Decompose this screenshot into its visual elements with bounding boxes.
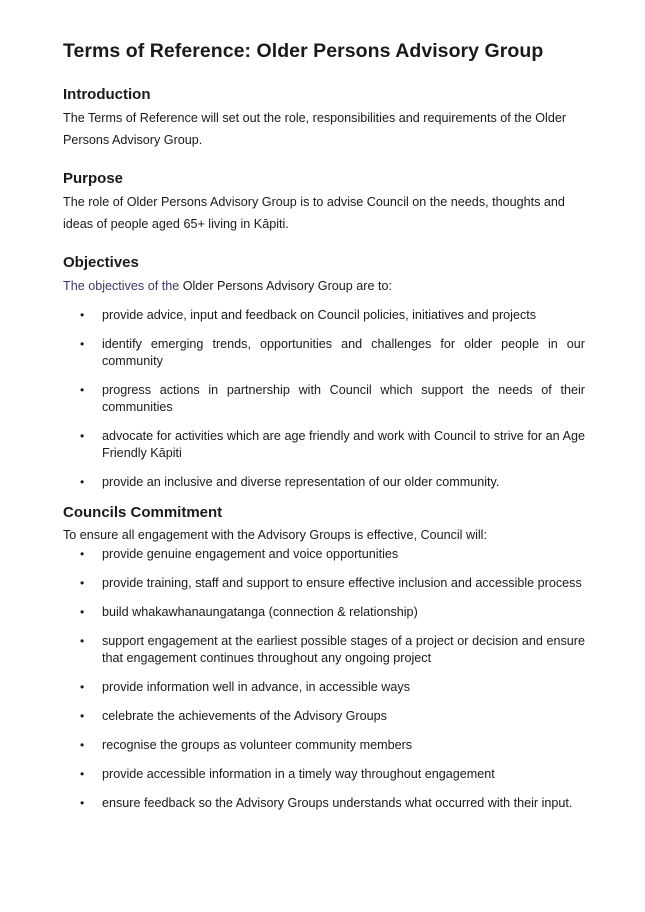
commitment-heading: Councils Commitment: [63, 504, 223, 521]
purpose-section: [63, 170, 585, 235]
list-item-text: progress actions in partnership with Council which support the needs of their communities: [102, 383, 585, 414]
bullet-icon: •: [80, 796, 85, 810]
bullet-icon: •: [80, 383, 85, 397]
list-item-text: advocate for activities which are age friendly and work with Council to strive for an Age Friendly Kāpiti: [102, 429, 585, 460]
bullet-icon: •: [80, 429, 85, 443]
objectives-heading: Objectives: [63, 254, 139, 271]
list-item-text: support engagement at the earliest possible stages of a project or decision and ensure that engagement continues throughout any ongoing project: [102, 634, 585, 665]
list-item-text: identify emerging trends, opportunities and challenges for older people in our community: [102, 337, 585, 368]
objectives-intro-accent: The objectives of the: [63, 279, 180, 293]
list-item-text: provide advice, input and feedback on Council policies, initiatives and projects: [102, 308, 537, 322]
list-item-text: provide accessible information in a timely way throughout engagement: [102, 767, 495, 781]
bullet-icon: •: [80, 547, 85, 561]
bullet-icon: •: [80, 738, 85, 752]
introduction-section: [63, 86, 585, 151]
list-item-text: build whakawhanaungatanga (connection & relationship): [102, 605, 418, 619]
list-item-text: provide information well in advance, in accessible ways: [102, 680, 410, 694]
list-item-text: provide training, staff and support to ensure effective inclusion and accessible process: [102, 576, 582, 590]
list-item: [63, 474, 585, 491]
bullet-icon: •: [80, 605, 85, 619]
list-item-text: celebrate the achievements of the Advisory Groups: [102, 709, 387, 723]
purpose-text: The role of Older Persons Advisory Group is to advise Council on the needs, thoughts and ideas of people aged 65+ living in Kāpiti.: [63, 195, 565, 231]
list-item: [63, 382, 585, 416]
list-item: [63, 336, 585, 370]
list-item: [63, 737, 585, 754]
list-item-text: provide an inclusive and diverse representation of our older community.: [102, 475, 500, 489]
bullet-icon: •: [80, 767, 85, 781]
commitment-section: [63, 504, 585, 824]
page-title: Terms of Reference: Older Persons Advisory Group: [63, 40, 544, 62]
commitment-intro: To ensure all engagement with the Advisory Groups is effective, Council will:: [63, 528, 487, 542]
objectives-intro: [63, 275, 585, 297]
bullet-icon: •: [80, 680, 85, 694]
bullet-icon: •: [80, 308, 85, 322]
list-item: [63, 795, 585, 812]
list-item: [63, 307, 585, 324]
commitment-list: [63, 546, 585, 812]
list-item: [63, 633, 585, 667]
list-item: [63, 604, 585, 621]
objectives-intro-rest: Older Persons Advisory Group are to:: [179, 279, 393, 293]
bullet-icon: •: [80, 337, 85, 351]
bullet-icon: •: [80, 709, 85, 723]
bullet-icon: •: [80, 576, 85, 590]
list-item: [63, 546, 585, 563]
introduction-heading: Introduction: [63, 86, 151, 103]
list-item: [63, 679, 585, 696]
list-item-text: recognise the groups as volunteer community members: [102, 738, 413, 752]
bullet-icon: •: [80, 634, 85, 648]
list-item-text: ensure feedback so the Advisory Groups understands what occurred with their input.: [102, 796, 573, 810]
list-item: [63, 575, 585, 592]
introduction-text: The Terms of Reference will set out the role, responsibilities and requirements of the Older Persons Advisory Group.: [63, 111, 567, 147]
list-item: [63, 428, 585, 462]
objectives-section: [63, 254, 585, 503]
bullet-icon: •: [80, 475, 85, 489]
list-item: [63, 766, 585, 783]
objectives-list: [63, 307, 585, 491]
list-item-text: provide genuine engagement and voice opportunities: [102, 547, 399, 561]
list-item: [63, 708, 585, 725]
purpose-heading: Purpose: [63, 170, 124, 187]
